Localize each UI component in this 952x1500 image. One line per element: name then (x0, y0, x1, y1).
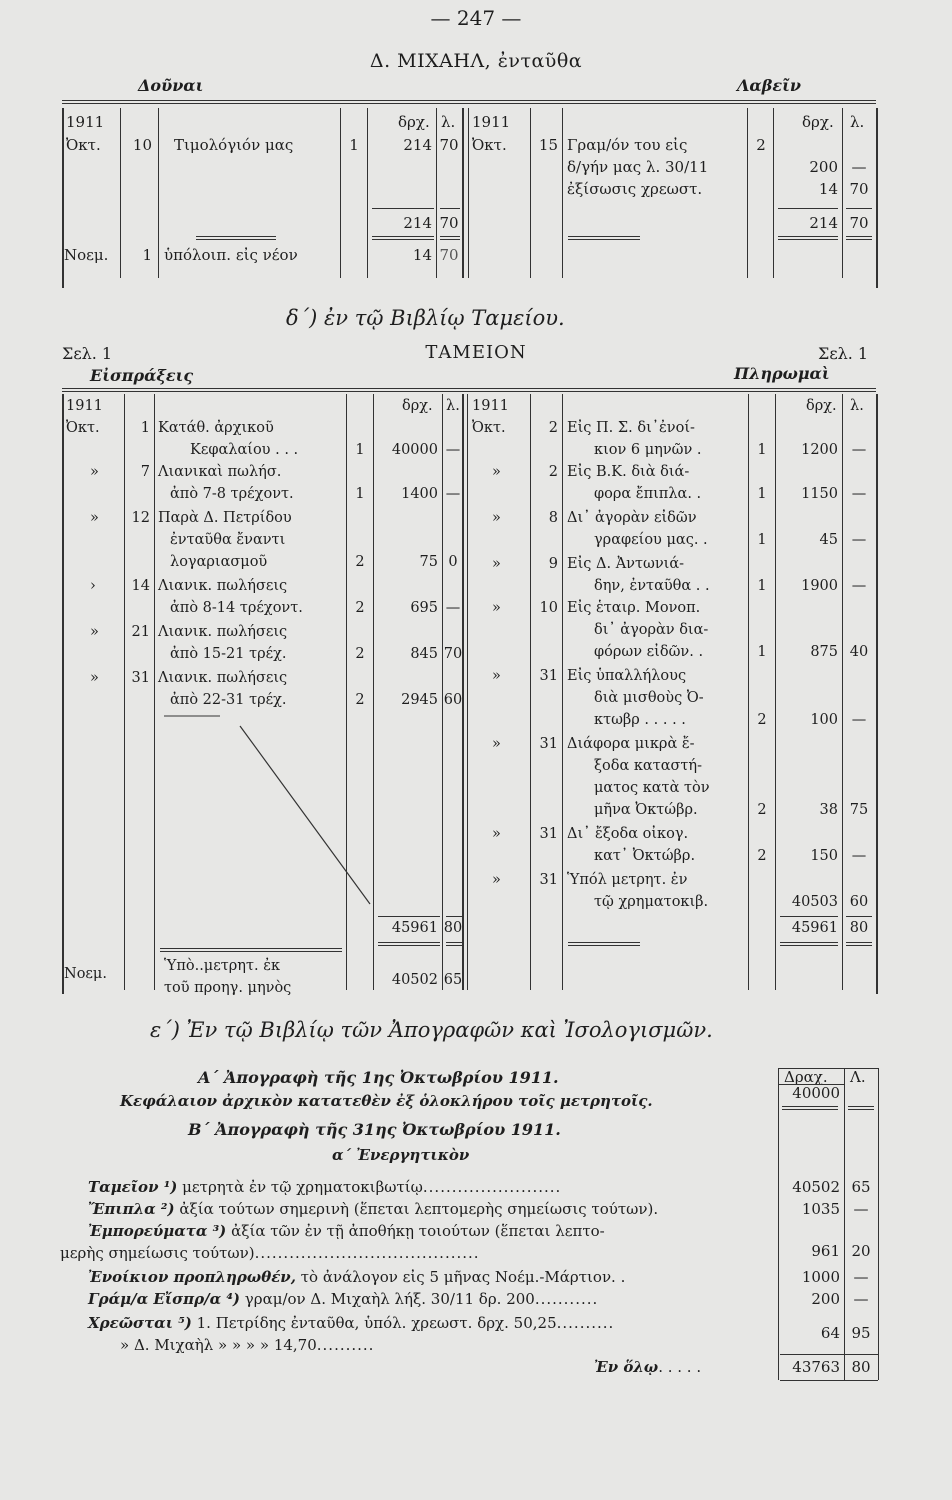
cash-rrow-ref: 2 (757, 848, 767, 864)
cash-next-l: 65 (443, 972, 463, 988)
cash-lrow-dr: 1400 (401, 486, 438, 502)
acct-right-total-dr: 214 (809, 214, 838, 232)
cash-lrow-ref: 2 (355, 692, 365, 708)
cash-rrow-ref: 1 (757, 486, 767, 502)
credit-label: Λαβεῖν (737, 76, 801, 95)
inv-row-label: Γράμ/α Εἴσπρ/α ⁴) (88, 1290, 241, 1308)
account-title: Δ. ΜΙΧΑΗΛ, ἐνταῦθα (369, 50, 583, 72)
inv-row (88, 1268, 625, 1286)
cash-rrow-dr: 38 (819, 802, 838, 818)
acct-right-l1: — (851, 158, 867, 176)
inv-row-label: Ἔπιπλα ²) (88, 1200, 175, 1218)
cash-rrow-dr: 1150 (801, 486, 838, 502)
leader-dots: ........................ (422, 1178, 562, 1196)
cash-right-year: 1911 (472, 398, 509, 414)
ditto-mark: » (90, 510, 99, 526)
page-ref-right: Σελ. 1 (818, 344, 869, 363)
acct-left-next-dr: 14 (412, 246, 432, 264)
cash-right-total-dr: 45961 (791, 920, 838, 936)
leader-dots: ....................................... (254, 1244, 480, 1262)
ditto-mark: » (492, 668, 501, 684)
cash-lrow-day: 7 (140, 464, 150, 480)
cash-right-month: Ὀκτ. (472, 420, 506, 436)
ditto-mark: » (492, 510, 501, 526)
inv-total-dr: 43763 (792, 1358, 840, 1376)
acct-left-total-l: 70 (439, 214, 459, 232)
acct-right-total-l: 70 (849, 214, 869, 232)
acct-left-next-desc: ὑπόλοιπ. εἰς νέον (164, 246, 298, 264)
cash-rrow-desc: Διάφορα μικρὰ ἔ- (567, 736, 695, 752)
acct-left-next-day: 1 (142, 246, 152, 264)
cash-rrow-l: — (851, 848, 867, 864)
inv-row-label: Χρεῶσται ⁵) (88, 1314, 192, 1332)
cash-rrow-dr: 100 (810, 712, 838, 728)
cash-next-desc2: τοῦ προηγ. μηνὸς (164, 980, 292, 996)
leader-dots: . . . . . (658, 1358, 702, 1376)
acct-left-ref: 1 (349, 136, 359, 154)
cash-left-month: Ὀκτ. (66, 420, 100, 436)
cash-lrow-desc: Κατάθ. ἀρχικοῦ (158, 420, 274, 436)
leader-dots: ........... (534, 1290, 599, 1308)
cash-rrow-desc: φορα ἔπιπλα. . (594, 486, 702, 502)
cash-lrow-dr: 2945 (401, 692, 438, 708)
acct-left-year: 1911 (66, 113, 105, 131)
cash-lrow-desc: Λιανικαὶ πωλήσ. (158, 464, 282, 480)
cash-lrow-ref: 1 (355, 442, 365, 458)
cash-rrow-desc: γραφείου μας. . (594, 532, 708, 548)
cash-rrow-desc: δην, ἐνταῦθα . . (594, 578, 710, 594)
cash-next-dr: 40502 (391, 972, 438, 988)
inv-h-l: Λ. (850, 1068, 866, 1086)
cash-lrow-day: 12 (131, 510, 150, 526)
inv-row (88, 1314, 614, 1332)
ditto-mark: » (492, 736, 501, 752)
acct-left-month: Ὀκτ. (66, 136, 101, 154)
cash-lrow-l: — (445, 442, 461, 458)
ditto-mark: » (492, 872, 501, 888)
cash-left-year: 1911 (66, 398, 103, 414)
inv-row (88, 1290, 598, 1308)
inv-row-l: 95 (851, 1324, 871, 1342)
inv-row-dr: 40502 (792, 1178, 840, 1196)
ditto-mark: » (90, 464, 99, 480)
acct-right-l2: 70 (849, 180, 869, 198)
cash-rrow-desc: Δι᾽ ἀγορὰν εἰδῶν (567, 510, 697, 526)
cash-lrow-l: 70 (443, 646, 463, 662)
inv-total-label: Ἐν ὅλῳ (594, 1358, 659, 1376)
acct-right-desc1: Γραμ/όν του εἰς (567, 136, 688, 154)
cash-lrow-day: 31 (131, 670, 150, 686)
inv-total (594, 1358, 701, 1376)
cash-right-total-l: 80 (849, 920, 869, 936)
inv-row-text: μερὴς σημείωσις τούτων) (60, 1244, 255, 1262)
cash-rrow-desc: Ὑπόλ μετρητ. ἐν (567, 872, 688, 888)
cash-rrow-dr: 1200 (801, 442, 838, 458)
inv-row-label: Ταμεῖον ¹) (88, 1178, 178, 1196)
cash-lrow-desc: ἀπὸ 22-31 τρέχ. (170, 692, 287, 708)
cash-rrow-desc: διὰ μισθοὺς Ὀ- (594, 690, 704, 706)
cash-rrow-day: 31 (539, 736, 558, 752)
inv-b-title: Β΄ Ἀπογραφὴ τῆς 31ης Ὀκτωβρίου 1911. (188, 1120, 561, 1139)
inv-row-l: — (853, 1268, 869, 1286)
inv-row-text: μετρητὰ ἐν τῷ χρηματοκιβωτίῳ (182, 1178, 423, 1196)
cash-lrow-dr: 75 (419, 554, 438, 570)
acct-left-day: 10 (132, 136, 152, 154)
cash-rrow-l: — (851, 442, 867, 458)
inv-a-title: Α΄ Ἀπογραφὴ τῆς 1ης Ὀκτωβρίου 1911. (198, 1068, 559, 1087)
cash-rrow-l: 60 (849, 894, 869, 910)
cash-lrow-l: 60 (443, 692, 463, 708)
payments-label: Πληρωμαὶ (734, 364, 830, 383)
cash-lrow-desc: Κεφαλαίου . . . (190, 442, 299, 458)
receipts-label: Εἰσπράξεις (90, 366, 194, 385)
cash-rrow-desc: Εἰς Δ. Ἀντωνιά- (567, 556, 685, 572)
cash-lrow-desc: Λιανικ. πωλήσεις (158, 624, 288, 640)
cash-rrow-day: 9 (548, 556, 558, 572)
cash-rrow-desc: Δι᾽ ἔξοδα οἰκογ. (567, 826, 689, 842)
ditto-mark: » (492, 464, 501, 480)
cash-lrow-desc: ἀπὸ 15-21 τρέχ. (170, 646, 287, 662)
cash-lrow-desc: λογαριασμοῦ (170, 554, 268, 570)
cash-rrow-day: 2 (548, 420, 558, 436)
acct-right-month: Ὀκτ. (472, 136, 507, 154)
cash-rrow-dr: 45 (819, 532, 838, 548)
inv-row-label: Ἐμπορεύματα ³) (88, 1222, 227, 1240)
cash-title: ΤΑΜΕΙΟΝ (425, 342, 527, 363)
inv-row-text: ἀξία τῶν ἐν τῇ ἀποθήκῃ τοιούτων (ἕπεται λεπτο- (231, 1222, 605, 1240)
inv-row-dr: 1000 (801, 1268, 840, 1286)
acct-right-day: 15 (538, 136, 558, 154)
inv-row-dr: 961 (811, 1242, 840, 1260)
inv-row-text: 1. Πετρίδης ἐνταῦθα, ὑπόλ. χρεωστ. δρχ. 50,25 (196, 1314, 557, 1332)
cash-lrow-l: — (445, 600, 461, 616)
cash-lrow-desc: ἀπὸ 8-14 τρέχοντ. (170, 600, 303, 616)
cash-rrow-dr: 150 (810, 848, 838, 864)
acct-right-dr2: 14 (818, 180, 838, 198)
cash-rrow-ref: 2 (757, 802, 767, 818)
inv-assets-title: α΄ Ἐνεργητικὸν (332, 1146, 470, 1164)
cash-lrow-desc: Παρὰ Δ. Πετρίδου (158, 510, 292, 526)
cash-rrow-ref: 1 (757, 442, 767, 458)
cash-rrow-day: 31 (539, 872, 558, 888)
acct-left-total-dr: 214 (403, 214, 432, 232)
cash-left-h-l: λ. (446, 398, 460, 414)
cash-rrow-day: 31 (539, 668, 558, 684)
acct-left-next-month: Νοεμ. (64, 246, 109, 264)
cash-rrow-desc: κτωβρ . . . . . (594, 712, 686, 728)
cash-left-h-dr: δρχ. (402, 398, 433, 414)
cash-lrow-ref: 2 (355, 554, 365, 570)
acct-left-l: 70 (439, 136, 459, 154)
cash-lrow-desc: ἀπὸ 7-8 τρέχοντ. (170, 486, 294, 502)
cash-lrow-day: 21 (131, 624, 150, 640)
cash-rrow-desc: δι᾽ ἀγορὰν δια- (594, 622, 709, 638)
leader-dots: .......... (556, 1314, 615, 1332)
cash-lrow-desc: Λιανικ. πωλήσεις (158, 578, 288, 594)
cash-rrow-day: 8 (548, 510, 558, 526)
inv-row-l: — (853, 1200, 869, 1218)
debit-label: Δοῦναι (138, 76, 204, 95)
cash-rrow-l: 75 (849, 802, 869, 818)
inv-row-text: γραμ/ον Δ. Μιχαὴλ λήξ. 30/11 δρ. 200 (244, 1290, 535, 1308)
cash-left-total-dr: 45961 (391, 920, 438, 936)
cash-rrow-desc: μῆνα Ὀκτώβρ. (594, 802, 698, 818)
inv-row-label: Ἐνοίκιον προπληρωθέν, (88, 1268, 296, 1286)
cash-rrow-desc: κατ᾽ Ὀκτώβρ. (594, 848, 696, 864)
cash-rrow-desc: τῷ χρηματοκιβ. (594, 894, 709, 910)
section-e-heading: ε΄) Ἐν τῷ Βιβλίῳ τῶν Ἀπογραφῶν καὶ Ἰσολογισμῶν. (150, 1018, 713, 1042)
cash-rrow-dr: 875 (810, 644, 838, 660)
cash-rrow-ref: 1 (757, 578, 767, 594)
page-ref-left: Σελ. 1 (62, 344, 113, 363)
cash-lrow-ref: 2 (355, 600, 365, 616)
cash-lrow-ref: 1 (355, 486, 365, 502)
inv-row-cont (60, 1244, 480, 1262)
cash-rrow-l: — (851, 486, 867, 502)
ditto-mark: » (492, 826, 501, 842)
acct-right-dr1: 200 (809, 158, 838, 176)
ditto-mark: » (492, 600, 501, 616)
inv-h-dr: Δραχ. (784, 1068, 828, 1086)
cash-rrow-desc: ματος κατὰ τὸν (594, 780, 710, 796)
cash-lrow-desc: Λιανικ. πωλήσεις (158, 670, 288, 686)
acct-right-desc2: δ/γήν μας λ. 30/11 (567, 158, 709, 176)
inv-capital-dr: 40000 (792, 1084, 840, 1102)
inv-row (120, 1336, 374, 1354)
inv-row-text: τὸ ἀνάλογον εἰς 5 μῆνας Νοέμ.-Μάρτιον. . (300, 1268, 626, 1286)
inv-total-l: 80 (851, 1358, 871, 1376)
cash-lrow-dr: 845 (410, 646, 438, 662)
cash-lrow-dr: 695 (410, 600, 438, 616)
acct-left-h-l: λ. (441, 113, 456, 131)
cash-rrow-desc: φόρων εἰδῶν. . (594, 644, 704, 660)
cash-right-h-l: λ. (850, 398, 864, 414)
cash-rrow-desc: ξοδα καταστή- (594, 758, 703, 774)
inv-row-l: 20 (851, 1242, 871, 1260)
cash-lrow-l: 0 (448, 554, 458, 570)
cash-rrow-day: 31 (539, 826, 558, 842)
acct-right-h-dr: δρχ. (802, 113, 834, 131)
ditto-mark: › (90, 578, 96, 594)
acct-left-next-l: 70 (439, 246, 459, 264)
acct-right-h-l: λ. (850, 113, 865, 131)
inv-row (88, 1178, 561, 1196)
inv-row-l: 65 (851, 1178, 871, 1196)
cash-rrow-l: — (851, 578, 867, 594)
inv-row-text: » Δ. Μιχαὴλ » » » » 14,70 (120, 1336, 317, 1354)
ditto-mark: » (90, 670, 99, 686)
inv-row-dr: 200 (811, 1290, 840, 1308)
cash-rrow-ref: 1 (757, 644, 767, 660)
acct-right-ref: 2 (756, 136, 766, 154)
cash-rrow-ref: 2 (757, 712, 767, 728)
acct-left-h-dr: δρχ. (398, 113, 430, 131)
cash-rrow-desc: Εἰς ἑταιρ. Μονοπ. (567, 600, 701, 616)
section-d-heading: δ΄) ἐν τῷ Βιβλίῳ Ταμείου. (286, 306, 565, 330)
inv-row (88, 1200, 658, 1218)
cash-rrow-l: 40 (849, 644, 869, 660)
acct-right-year: 1911 (472, 113, 511, 131)
cash-lrow-l: — (445, 486, 461, 502)
page-number: — 247 — (430, 6, 522, 30)
cancellation-line (150, 708, 450, 938)
cash-lrow-day: 14 (131, 578, 150, 594)
cash-rrow-dr: 40503 (791, 894, 838, 910)
cash-rrow-l: — (851, 712, 867, 728)
cash-lrow-desc: ἐνταῦθα ἔναντι (170, 532, 286, 548)
cash-rrow-day: 2 (548, 464, 558, 480)
cash-rrow-ref: 1 (757, 532, 767, 548)
cash-rrow-desc: κιον 6 μηνῶν . (594, 442, 702, 458)
cash-rrow-desc: Εἰς Π. Σ. δι᾽ἐνοί- (567, 420, 695, 436)
inv-row-dr: 64 (820, 1324, 840, 1342)
leader-dots: .......... (316, 1336, 375, 1354)
inv-row-text: ἀξία τούτων σημερινὴ (ἕπεται λεπτομερὴς σημείωσις τούτων). (179, 1200, 659, 1218)
inv-capital-text (120, 1092, 653, 1110)
inv-row-l: — (853, 1290, 869, 1308)
acct-left-desc: Τιμολόγιόν μας (174, 136, 294, 154)
cash-rrow-l: — (851, 532, 867, 548)
acct-left-dr: 214 (403, 136, 432, 154)
cash-rrow-desc: Εἰς ὑπαλλήλους (567, 668, 687, 684)
cash-next-desc1: Ὑπὸ..μετρητ. ἐκ (164, 958, 281, 974)
cash-rrow-dr: 1900 (801, 578, 838, 594)
inv-row-dr: 1035 (801, 1200, 840, 1218)
ditto-mark: » (492, 556, 501, 572)
cash-rrow-day: 10 (539, 600, 558, 616)
cash-lrow-ref: 2 (355, 646, 365, 662)
inv-row (88, 1222, 605, 1240)
cash-next-month: Νοεμ. (64, 966, 107, 982)
cash-left-total-l: 80 (443, 920, 463, 936)
inv-capital-label: Κεφάλαιον ἀρχικὸν κατατεθὲν ἐξ ὁλοκλήρου τοῖς μετρητοῖς. (120, 1092, 653, 1110)
cash-lrow-dr: 40000 (391, 442, 438, 458)
cash-rrow-desc: Εἰς Β.Κ. διὰ διά- (567, 464, 690, 480)
ditto-mark: » (90, 624, 99, 640)
cash-right-h-dr: δρχ. (806, 398, 837, 414)
acct-right-desc3: ἐξίσωσις χρεωστ. (567, 180, 703, 198)
cash-lrow-day: 1 (140, 420, 150, 436)
